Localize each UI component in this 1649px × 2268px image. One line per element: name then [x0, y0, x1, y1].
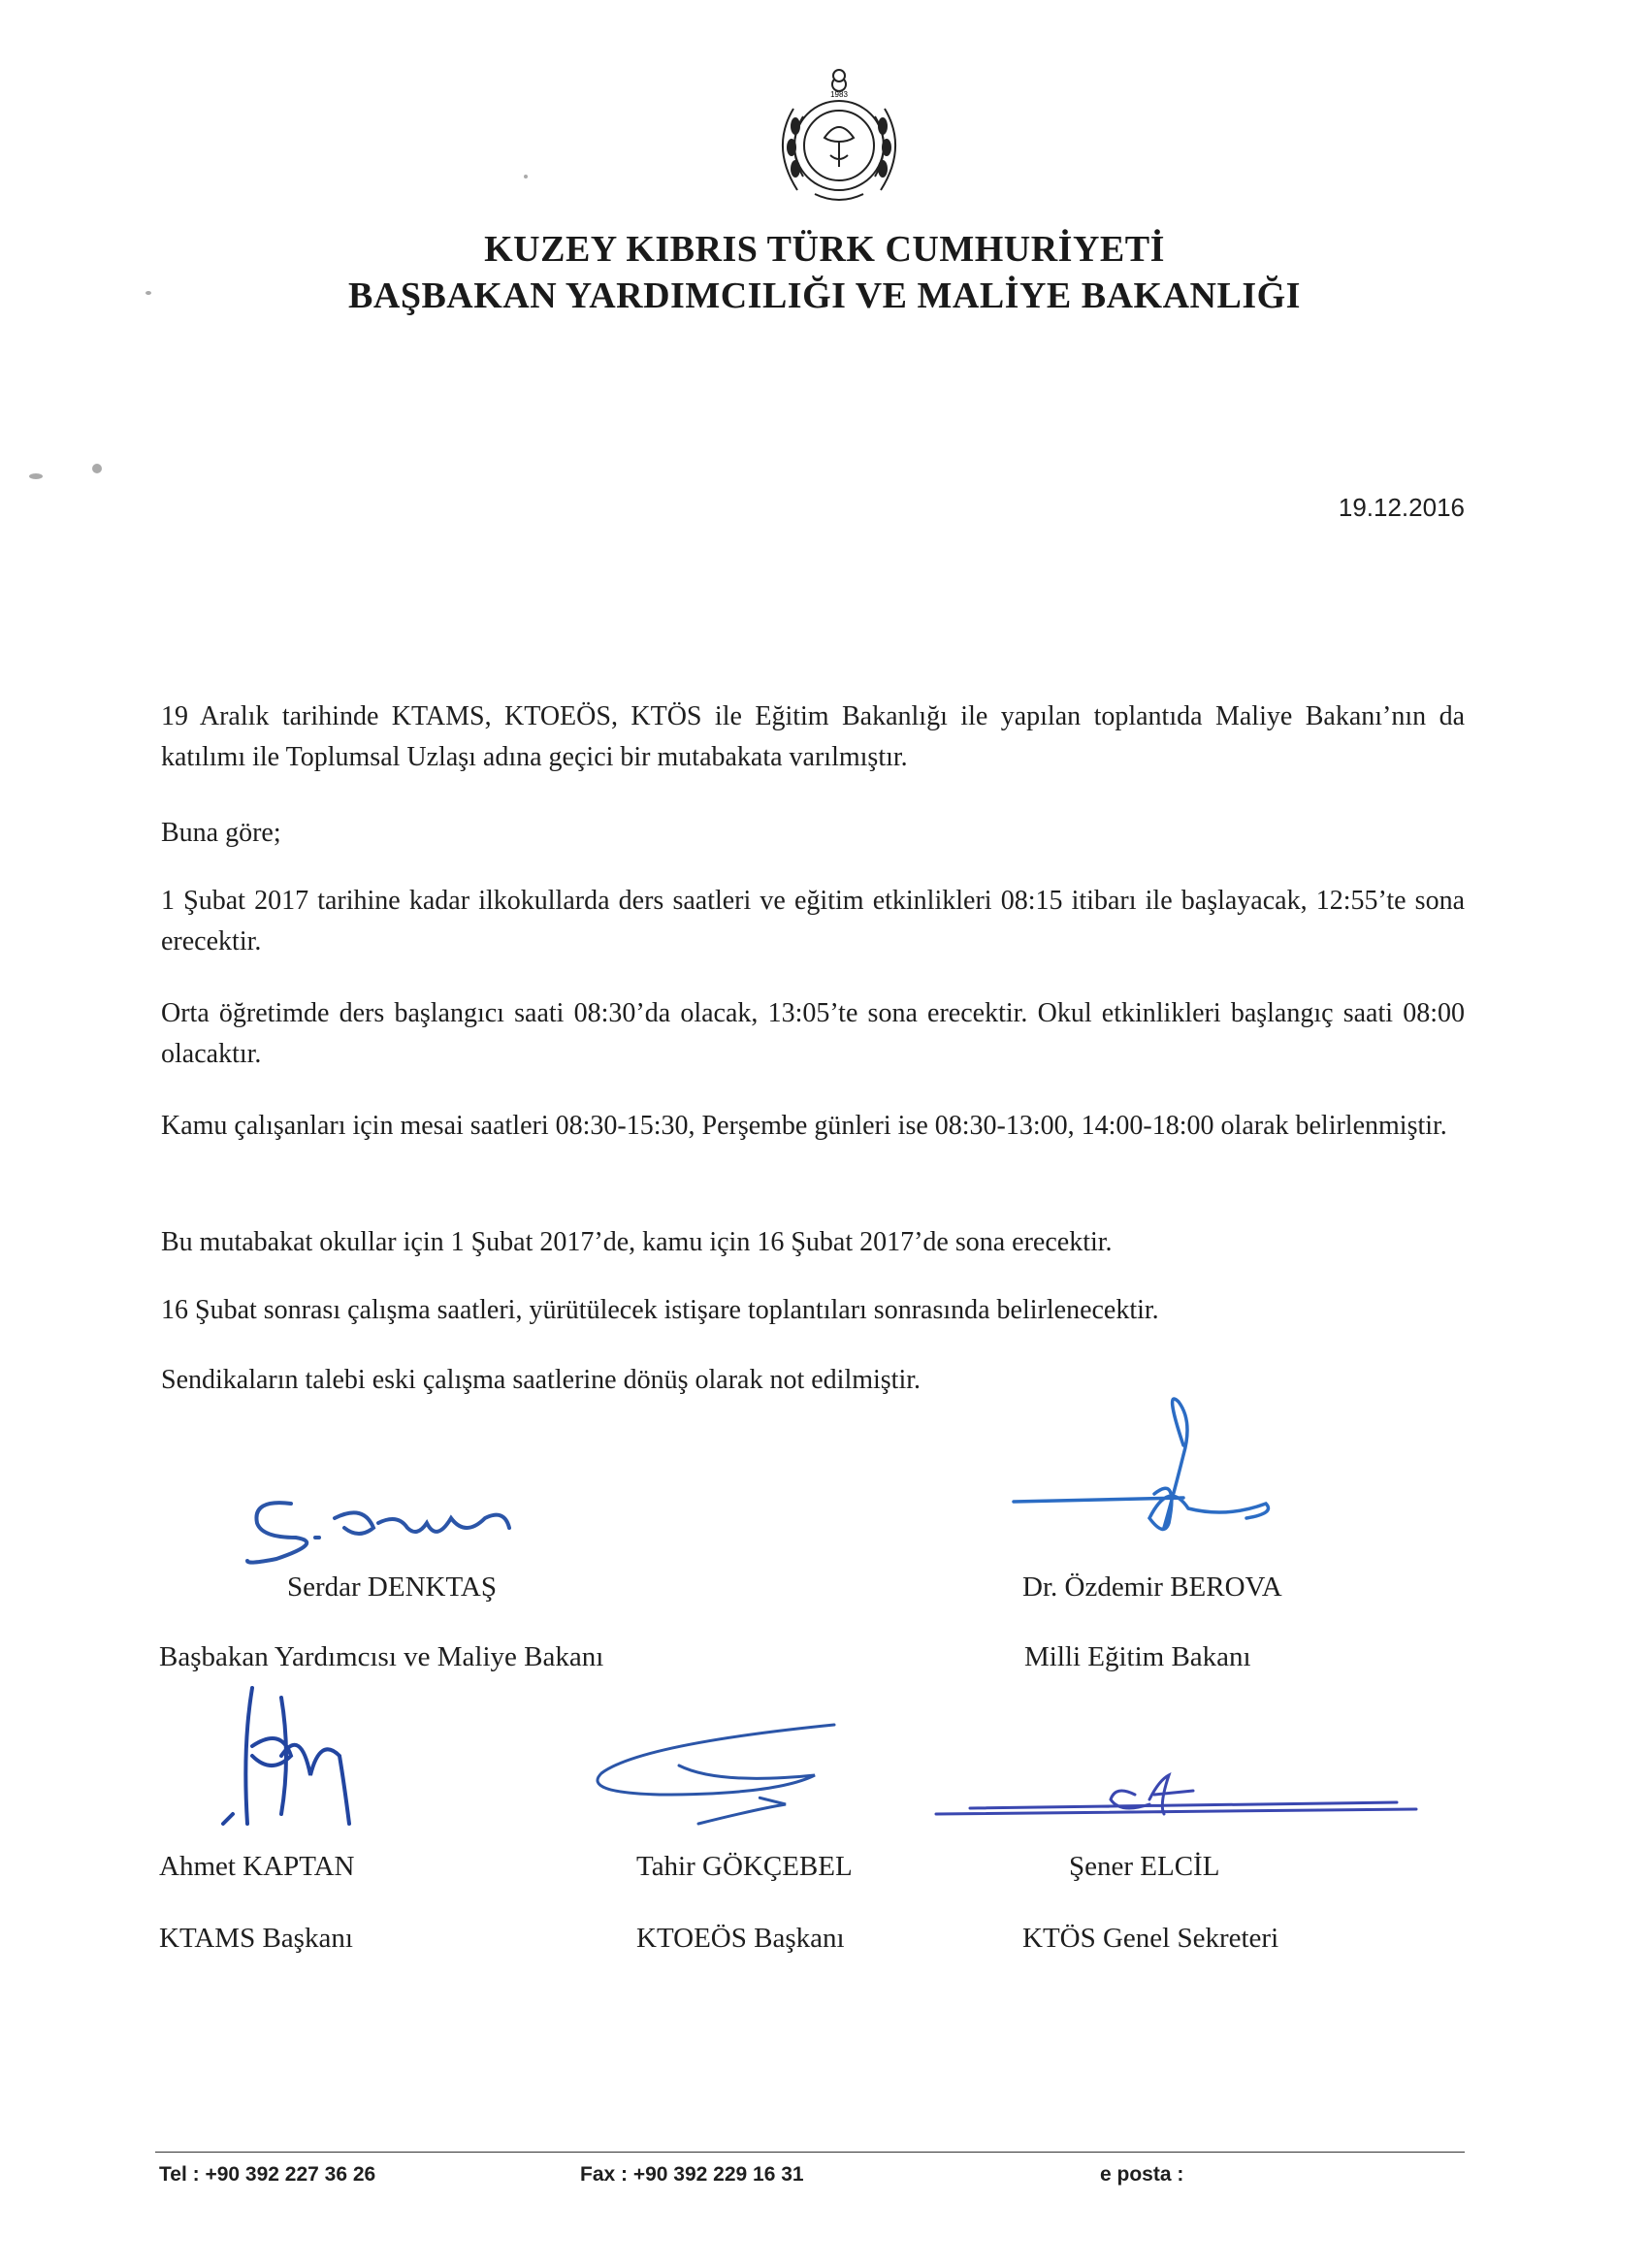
signature-elcil-icon — [931, 1766, 1426, 1853]
signature-berova-icon — [1009, 1397, 1261, 1571]
signatory-name-berova: Dr. Özdemir BEROVA — [1022, 1571, 1282, 1603]
emblem-year: 1983 — [830, 90, 848, 99]
signatory-name-denktas: Serdar DENKTAŞ — [287, 1571, 497, 1603]
signature-gokcebel-icon — [582, 1717, 873, 1833]
signatory-title-berova: Milli Eğitim Bakanı — [1024, 1641, 1251, 1672]
paragraph-mutabakat: Bu mutabakat okullar için 1 Şubat 2017’de, kamu için 16 Şubat 2017’de sona erecektir. — [161, 1227, 1113, 1257]
signatory-title-gokcebel: KTOEÖS Başkanı — [636, 1923, 845, 1954]
paragraph-buna-gore: Buna göre; — [161, 818, 281, 848]
signatory-title-kaptan: KTAMS Başkanı — [159, 1923, 353, 1954]
footer-divider — [155, 2152, 1465, 2153]
signatory-name-gokcebel: Tahir GÖKÇEBEL — [636, 1851, 853, 1882]
paragraph-intro: 19 Aralık tarihinde KTAMS, KTOEÖS, KTÖS ile Eğitim Bakanlığı ile yapılan toplantıda Maliye Bakanı’nın da katılımı ile Toplumsal Uzlaşı adına geçici bir mutabakata varılmıştır. — [161, 701, 1465, 772]
signatory-name-elcil: Şener ELCİL — [1069, 1851, 1220, 1882]
header-subtitle: BAŞBAKAN YARDIMCILIĞI VE MALİYE BAKANLIĞI — [348, 275, 1301, 316]
document-date: 19.12.2016 — [1338, 493, 1465, 522]
signature-denktas-icon — [242, 1484, 582, 1571]
footer-fax: Fax : +90 392 229 16 31 — [580, 2163, 804, 2186]
state-emblem-icon — [757, 58, 922, 213]
signatory-title-denktas: Başbakan Yardımcısı ve Maliye Bakanı — [159, 1641, 604, 1672]
footer-tel: Tel : +90 392 227 36 26 — [159, 2163, 376, 2186]
paragraph-orta-ogretim: Orta öğretimde ders başlangıcı saati 08:30’da olacak, 13:05’te sona erecektir. Okul etkinlikleri başlangıç saati 08:00 olacaktır. — [161, 998, 1465, 1069]
signatory-name-kaptan: Ahmet KAPTAN — [159, 1851, 355, 1882]
paragraph-sendikalar: Sendikaların talebi eski çalışma saatlerine dönüş olarak not edilmiştir. — [161, 1365, 922, 1395]
paragraph-ilkokul: 1 Şubat 2017 tarihine kadar ilkokullarda ders saatleri ve eğitim etkinlikleri 08:15 itibarı ile başlayacak, 12:55’te sona erecektir. — [161, 886, 1465, 956]
paragraph-kamu: Kamu çalışanları için mesai saatleri 08:30-15:30, Perşembe günleri ise 08:30-13:00, 14:00-18:00 olarak belirlenmiştir. — [161, 1111, 1447, 1141]
footer-email: e posta : — [1100, 2163, 1184, 2186]
paragraph-16-subat: 16 Şubat sonrası çalışma saatleri, yürütülecek istişare toplantıları sonrasında belirlenecektir. — [161, 1295, 1159, 1325]
header-title: KUZEY KIBRIS TÜRK CUMHURİYETİ — [484, 229, 1165, 270]
signature-kaptan-icon — [204, 1678, 378, 1833]
signatory-title-elcil: KTÖS Genel Sekreteri — [1022, 1923, 1279, 1954]
